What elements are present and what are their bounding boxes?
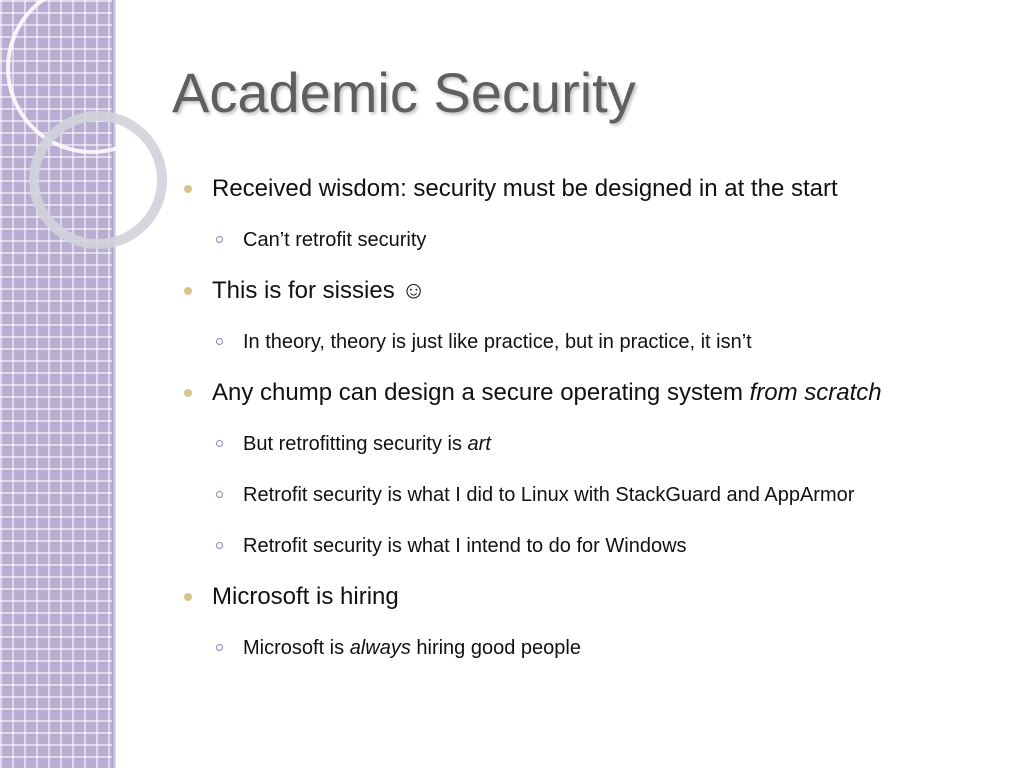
bullet-dot-icon bbox=[184, 593, 192, 601]
sub-bullet-circle-icon bbox=[216, 542, 223, 549]
sub-bullet-item bbox=[180, 423, 970, 465]
sub-bullet-emphasis: always bbox=[349, 637, 411, 659]
sub-bullet-text-after: hiring good people bbox=[410, 637, 581, 659]
sub-bullet-item bbox=[180, 627, 970, 669]
deco-circle-small bbox=[34, 116, 162, 244]
slide-body bbox=[180, 168, 970, 678]
sub-bullet-circle-icon bbox=[216, 644, 223, 651]
sub-bullet-circle-icon bbox=[216, 440, 223, 447]
sub-bullet-text: Microsoft is bbox=[243, 637, 350, 659]
bullet-dot-icon bbox=[184, 287, 192, 295]
sub-bullet-emphasis: art bbox=[467, 433, 491, 455]
bullet-text: Microsoft is hiring bbox=[212, 583, 399, 610]
decorative-circles bbox=[0, 0, 180, 260]
bullet-text: Any chump can design a secure operating system bbox=[212, 379, 750, 406]
bullet-emphasis: from scratch bbox=[749, 379, 882, 406]
sub-bullet-item bbox=[180, 321, 970, 363]
bullet-text: Received wisdom: security must be designed in at the start bbox=[212, 175, 838, 202]
bullet-item bbox=[180, 372, 970, 414]
sub-bullet-text: Retrofit security is what I intend to do for Windows bbox=[243, 535, 687, 557]
sub-bullet-item bbox=[180, 474, 970, 516]
bullet-dot-icon bbox=[184, 185, 192, 193]
sub-bullet-circle-icon bbox=[216, 236, 223, 243]
sub-bullet-text: Can’t retrofit security bbox=[243, 229, 427, 251]
bullet-item bbox=[180, 168, 970, 210]
sub-bullet-circle-icon bbox=[216, 338, 223, 345]
sub-bullet-circle-icon bbox=[216, 491, 223, 498]
slide-title: Academic Security bbox=[172, 61, 636, 124]
sub-bullet-item bbox=[180, 219, 970, 261]
bullet-item bbox=[180, 270, 970, 312]
sub-bullet-item bbox=[180, 525, 970, 567]
bullet-item bbox=[180, 576, 970, 618]
bullet-dot-icon bbox=[184, 389, 192, 397]
deco-circle-large bbox=[8, 0, 176, 152]
bullet-text: This is for sissies ☺ bbox=[212, 277, 426, 304]
sub-bullet-text: But retrofitting security is bbox=[243, 433, 468, 455]
sub-bullet-text: In theory, theory is just like practice, but in practice, it isn’t bbox=[243, 331, 752, 353]
sub-bullet-text: Retrofit security is what I did to Linux with StackGuard and AppArmor bbox=[243, 484, 855, 506]
